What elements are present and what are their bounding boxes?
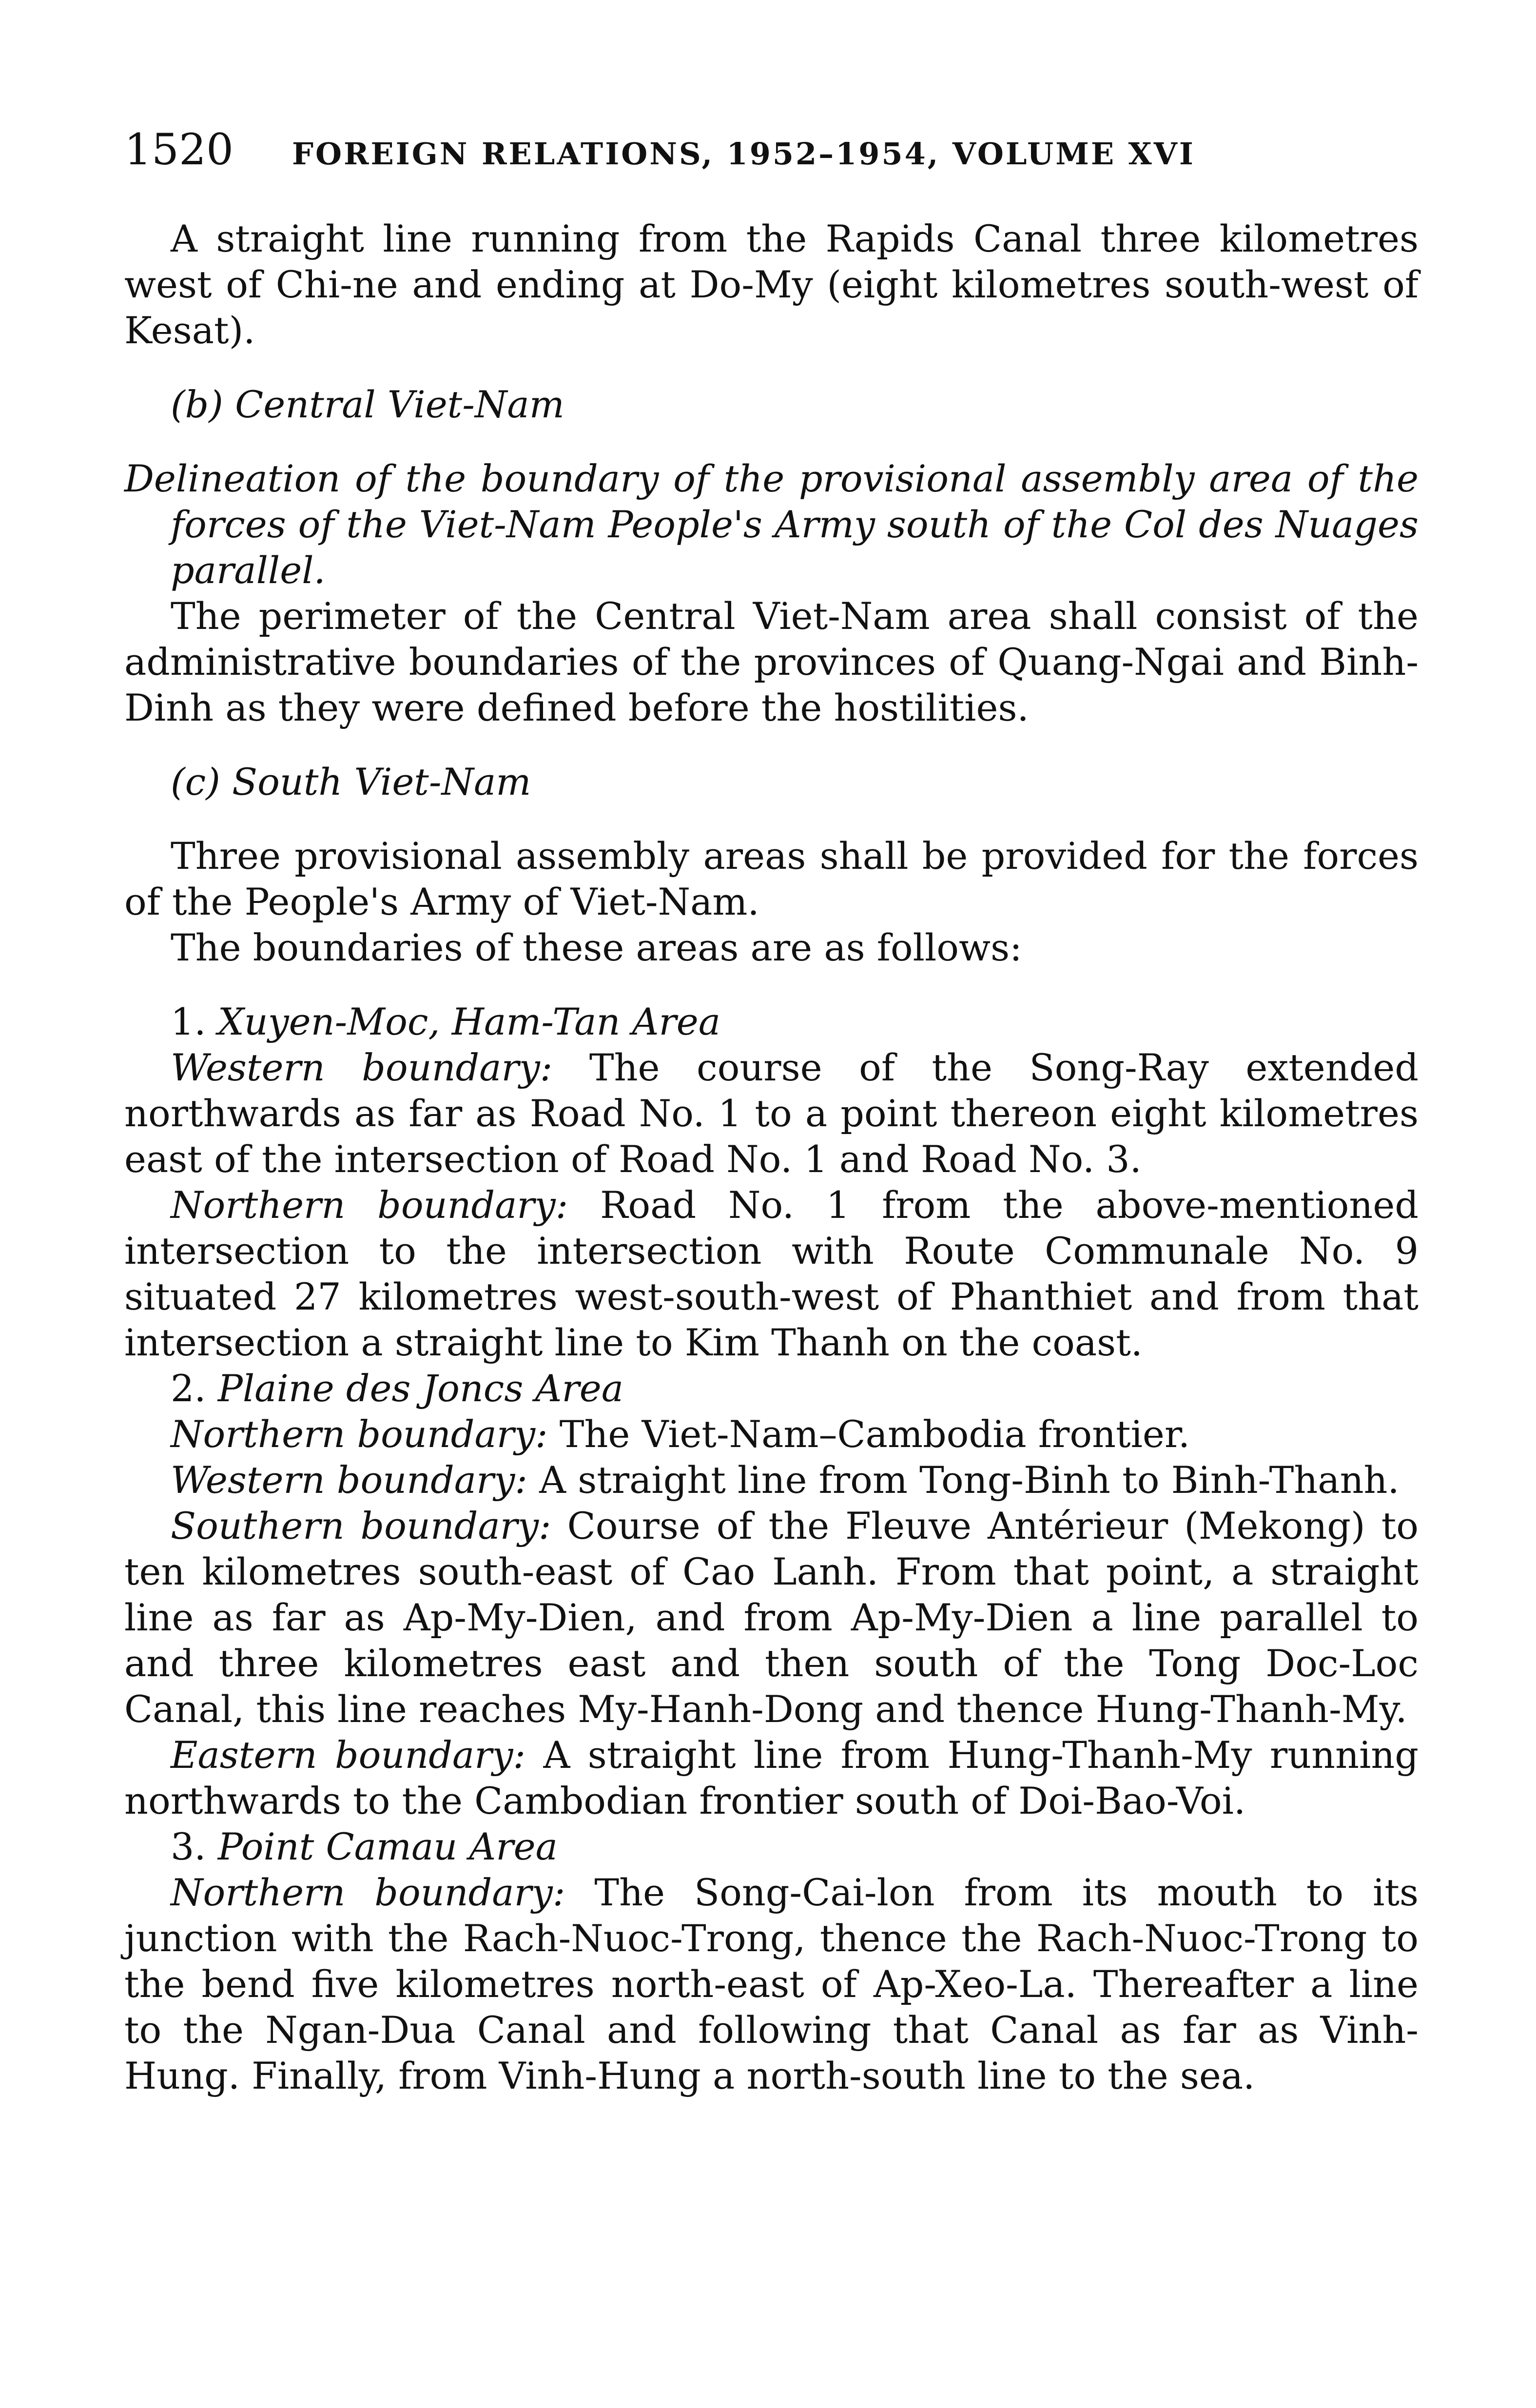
area-1-number: 1. xyxy=(171,1000,206,1043)
south-boundaries-intro: The boundaries of these areas are as follows: xyxy=(171,926,1022,969)
running-head: FOREIGN RELATIONS, 1952–1954, VOLUME XVI xyxy=(292,136,1195,172)
area-2-southern-label: Southern boundary: xyxy=(171,1504,551,1547)
area-1-northern-boundary xyxy=(124,1182,1419,1366)
south-intro-paragraph: Three provisional assembly areas shall be provided for the forces of the People's Army of Viet-Nam. xyxy=(124,834,1419,923)
area-1-northern-label: Northern boundary: xyxy=(171,1183,568,1227)
area-2-southern-boundary xyxy=(124,1503,1419,1732)
paragraph-a-line: A straight line running from the Rapids Canal three kilometres west of Chi-ne and ending at Do-My (eight kilometres south-west of Kesat). xyxy=(124,217,1419,352)
area-2-eastern-boundary xyxy=(124,1732,1419,1824)
area-3-heading xyxy=(124,1824,1419,1870)
area-2-northern-boundary xyxy=(124,1411,1419,1457)
area-1-northern-text: Road No. 1 from the above-mentioned intersection to the intersection with Route Communale No. 9 situated 27 kilometres west-south-west of Phanthiet and from that intersection a straight line to Kim Thanh on the coast. xyxy=(124,1183,1419,1364)
area-1-western-text: The course of the Song-Ray extended northwards as far as Road No. 1 to a point thereon eight kilometres east of the intersection of Road No. 1 and Road No. 3. xyxy=(124,1046,1419,1181)
section-title-south: South Viet-Nam xyxy=(232,760,531,803)
area-2-title: Plaine des Joncs Area xyxy=(217,1367,624,1410)
area-1-heading xyxy=(124,999,1419,1045)
area-2-western-label: Western boundary: xyxy=(171,1458,527,1502)
area-3-northern-boundary xyxy=(124,1870,1419,2099)
area-1-western-label: Western boundary: xyxy=(171,1046,553,1089)
delineation-heading xyxy=(124,456,1419,593)
area-3-number: 3. xyxy=(171,1825,206,1868)
area-3-title: Point Camau Area xyxy=(217,1825,558,1868)
section-heading-south xyxy=(124,759,1419,805)
section-mark-b: (b) xyxy=(171,383,223,426)
area-2-western-text: A straight line from Tong-Binh to Binh-Thanh. xyxy=(539,1458,1400,1502)
area-2-northern-text: The Viet-Nam–Cambodia frontier. xyxy=(559,1412,1190,1456)
area-2-number: 2. xyxy=(171,1367,206,1410)
area-2-northern-label: Northern boundary: xyxy=(171,1412,548,1456)
area-2-eastern-text: A straight line from Hung-Thanh-My running northwards to the Cambodian frontier south of Doi-Bao-Voi. xyxy=(124,1733,1419,1822)
area-2-eastern-label: Eastern boundary: xyxy=(171,1733,526,1777)
area-2-western-boundary xyxy=(124,1457,1419,1503)
central-perimeter-paragraph: The perimeter of the Central Viet-Nam area shall consist of the administrative boundaries of the provinces of Quang-Ngai and Binh-Dinh as they were defined before the hostilities. xyxy=(124,594,1419,729)
section-mark-c: (c) xyxy=(171,760,220,803)
section-title-central: Central Viet-Nam xyxy=(235,383,564,426)
area-2-southern-text: Course of the Fleuve Antérieur (Mekong) to ten kilometres south-east of Cao Lanh. From that point, a straight line as far as Ap-My-Dien, and from Ap-My-Dien a line parallel to and three kilometres east and then south of the Tong Doc-Loc Canal, this line reaches My-Hanh-Dong and thence Hung-Thanh-My. xyxy=(124,1504,1419,1731)
delineation-text: Delineation of the boundary of the provisional assembly area of the forces of the Viet-Nam People's Army south of the Col des Nuages parallel. xyxy=(124,457,1419,592)
page-header xyxy=(124,124,1419,177)
page-number: 1520 xyxy=(124,124,233,175)
area-3-northern-label: Northern boundary: xyxy=(171,1871,565,1914)
document-page xyxy=(124,124,1419,2099)
area-2-heading xyxy=(124,1366,1419,1411)
area-3-northern-text: The Song-Cai-lon from its mouth to its junction with the Rach-Nuoc-Trong, thence the Rach-Nuoc-Trong to the bend five kilometres north-east of Ap-Xeo-La. Thereafter a line to the Ngan-Dua Canal and following that Canal as far as Vinh-Hung. Finally, from Vinh-Hung a north-south line to the sea. xyxy=(124,1871,1419,2097)
area-1-western-boundary xyxy=(124,1045,1419,1182)
section-heading-central xyxy=(124,382,1419,428)
area-1-title: Xuyen-Moc, Ham-Tan Area xyxy=(217,1000,721,1043)
